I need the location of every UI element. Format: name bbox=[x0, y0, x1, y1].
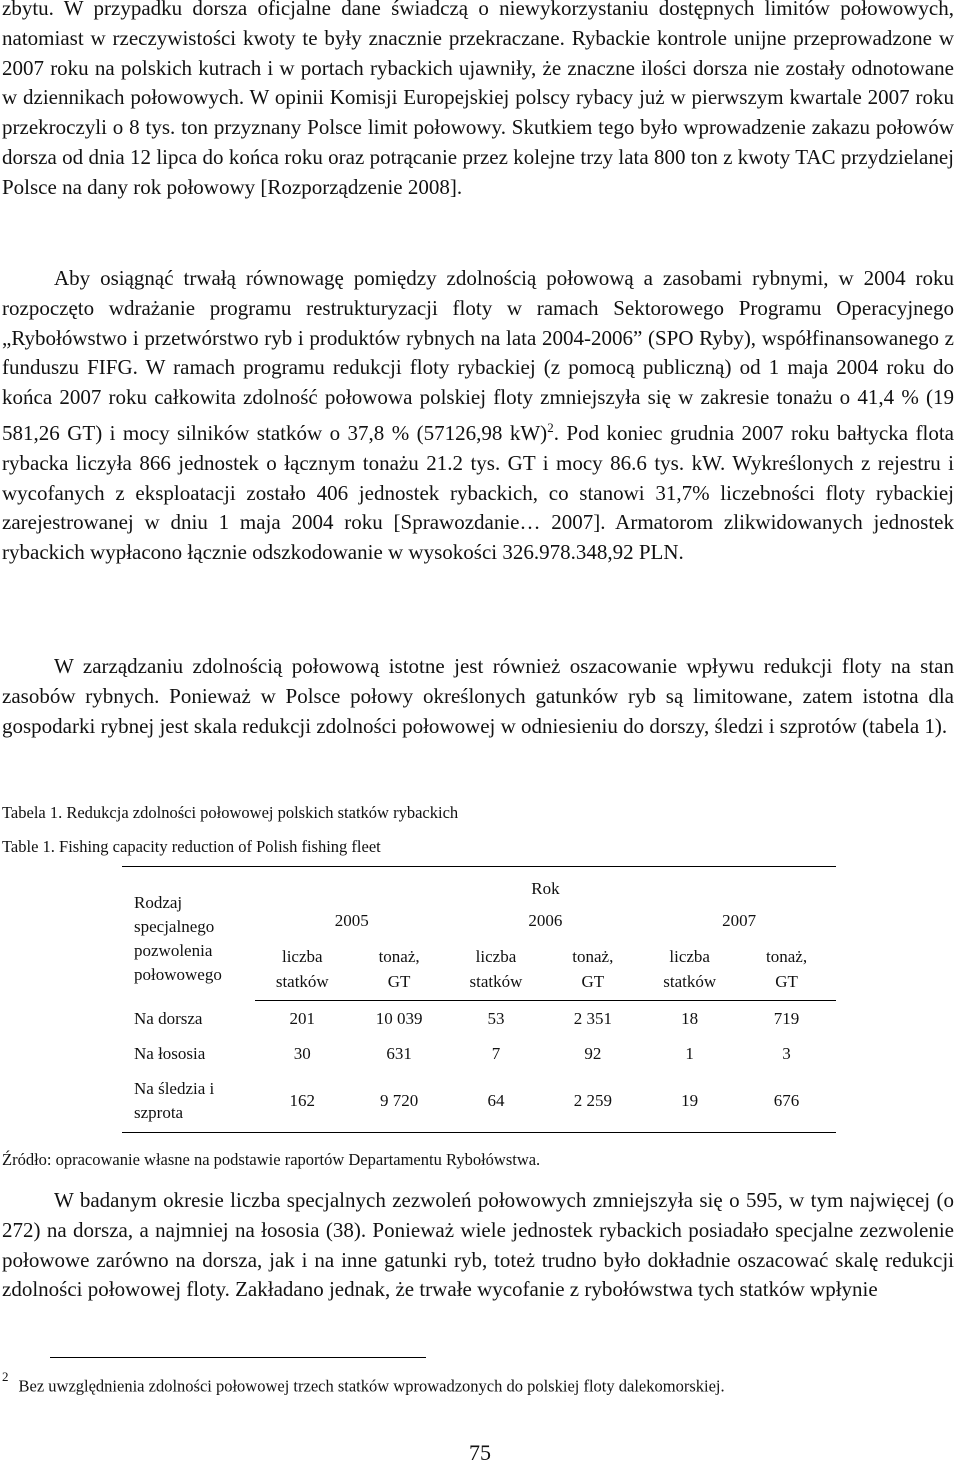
paragraph-1: zbytu. W przypadku dorsza oficjalne dane świadczą o niewykorzystaniu dostępnych limitów połowowych, natomiast w rzeczywistości kwoty te były znacznie przekraczane. Rybackie kontrole unijne przeprowadzone w 2007 roku na polskich kutrach i w portach rybackich ujawniły, że znaczne ilości dorsza nie zostały odnotowane w dziennikach połowowych. W opinii Komisji Europejskiej polscy rybacy już w pierwszym kwartale 2007 roku przekroczyli o 8 tys. ton przyznany Polsce limit połowowy. Skutkiem tego było wprowadzenie zakazu połowów dorsza od dnia 12 lipca do końca roku oraz potrącanie przez kolejne trzy lata 800 ton z kwoty TAC przydzielanej Polsce na dany rok połowowy [Rozporządzenie 2008]. bbox=[2, 0, 954, 199]
table-cell: 201 bbox=[289, 1008, 316, 1028]
table-cell: 92 bbox=[584, 1043, 602, 1063]
table-cell: 53 bbox=[487, 1008, 505, 1028]
table-cell: 7 bbox=[491, 1043, 501, 1063]
year-header-2007: 2007 bbox=[722, 910, 757, 930]
table-cell: 30 bbox=[293, 1043, 311, 1063]
year-header-2005: 2005 bbox=[334, 910, 369, 930]
table-cell: 9 720 bbox=[380, 1091, 419, 1111]
col-tonnage-2006: tonaż, GT bbox=[543, 939, 642, 1001]
year-header-2006: 2006 bbox=[528, 910, 563, 930]
footnote-text: Bez uwzględnienia zdolności połowowej trzech statków wprowadzonych do polskiej floty dalekomorskiej. bbox=[18, 1376, 725, 1396]
paragraph-3-text: W zarządzaniu zdolnością połowową istotne jest również oszacowanie wpływu redukcji floty na stan zasobów rybnych. Ponieważ w Polsce połowy określonych gatunków ryb są limitowane, zatem istotna dla gospodarki rybnej jest skala redukcji zdolności połowowej w odniesieniu do dorszy, śledzi i szprotów (tabela 1). bbox=[2, 654, 954, 738]
paragraph-2-text: Aby osiągnąć trwałą równowagę pomiędzy zdolnością połowową a zasobami rybnymi, w 2004 roku rozpoczęto wdrażanie programu restrukturyzacji floty w ramach Sektorowego Programu Operacyjnego „Rybołówstwo i przetwórstwo ryb i produktów rybnych na lata 2004-2006” (SPO Ryby), współfinansowanego z funduszu FIFG. W ramach programu redukcji floty rybackiej (z pomocą publiczną) od 1 maja 2004 roku do końca 2007 roku całkowita zdolność połowowa polskiej floty zmniejszyła się w zakresie tonażu o 41,4 % (19 581,26 GT) i mocy silników statków o 37,8 % (57126,98 kW) bbox=[2, 266, 954, 445]
table-row bbox=[122, 1001, 836, 1037]
row-label-cod: Na dorsza bbox=[134, 1008, 203, 1028]
col-count-2006: liczba statków bbox=[449, 939, 544, 1001]
footnote-reference: 2 bbox=[547, 419, 554, 435]
table-cell: 676 bbox=[773, 1091, 800, 1111]
table-cell: 18 bbox=[681, 1008, 699, 1028]
table-caption-english: Table 1. Fishing capacity reduction of Polish fishing fleet bbox=[2, 837, 381, 856]
paragraph-3 bbox=[2, 652, 954, 741]
table-row bbox=[122, 1037, 836, 1071]
footnote bbox=[2, 1370, 725, 1398]
footnote-marker: 2 bbox=[2, 1369, 9, 1384]
footnote-divider bbox=[50, 1357, 426, 1358]
table-cell: 719 bbox=[773, 1008, 800, 1028]
table-row bbox=[122, 1071, 836, 1133]
col-tonnage-2007: tonaż, GT bbox=[737, 939, 836, 1001]
table-caption-polish: Tabela 1. Redukcja zdolności połowowej polskich statków rybackich bbox=[2, 803, 459, 822]
paragraph-2 bbox=[2, 264, 954, 568]
table-cell: 19 bbox=[681, 1091, 699, 1111]
table-cell: 162 bbox=[289, 1091, 316, 1111]
paragraph-4 bbox=[2, 1186, 954, 1305]
table-cell: 1 bbox=[685, 1043, 694, 1063]
row-label-herring-sprat: Na śledzia i szprota bbox=[134, 1079, 215, 1123]
col-count-2007: liczba statków bbox=[642, 939, 737, 1001]
table-cell: 3 bbox=[782, 1043, 791, 1063]
row-header-title: Rodzaj specjalnego pozwolenia połowowego bbox=[134, 893, 222, 984]
table-cell: 10 039 bbox=[375, 1008, 423, 1028]
table-cell: 2 259 bbox=[573, 1091, 612, 1111]
table-cell: 631 bbox=[386, 1043, 412, 1063]
col-tonnage-2005: tonaż, GT bbox=[350, 939, 449, 1001]
year-group-header: Rok bbox=[531, 878, 560, 898]
fishing-capacity-table bbox=[122, 866, 836, 1133]
paragraph-2-tail: . Pod koniec grudnia 2007 roku bałtycka flota rybacka liczyła 866 jednostek o łącznym tonażu 21.2 tys. GT i mocy 86.6 tys. kW. Wykreślonych z rejestru i wycofanych z eksploatacji zostało 406 jednostek rybackich, co stanowi 31,7% liczebności floty rybackiej zarejestrowanej w dniu 1 maja 2004 roku [Sprawozdanie… 2007]. Armatorom zlikwidowanych jednostek rybackich wypłacono łącznie odszkodowanie w wysokości 326.978.348,92 PLN. bbox=[2, 420, 954, 565]
page-number: 75 bbox=[469, 1440, 491, 1465]
table-cell: 64 bbox=[487, 1091, 505, 1111]
row-label-salmon: Na łososia bbox=[134, 1043, 206, 1063]
table-source-note: Źródło: opracowanie własne na podstawie raportów Departamentu Rybołówstwa. bbox=[2, 1150, 541, 1169]
paragraph-4-text: W badanym okresie liczba specjalnych zezwoleń połowowych zmniejszyła się o 595, w tym najwięcej (o 272) na dorsza, a najmniej na łososia (38). Ponieważ wiele jednostek rybackich posiadało specjalne zezwolenie połowowe zarówno na dorsza, jak i na inne gatunki ryb, toteż trudno było dokładnie oszacować skalę redukcji zdolności połowowej floty. Zakładano jednak, że trwałe wycofanie z rybołówstwa tych statków wpłynie bbox=[2, 1188, 954, 1302]
table-cell: 2 351 bbox=[573, 1008, 612, 1028]
col-count-2005: liczba statków bbox=[255, 939, 350, 1001]
